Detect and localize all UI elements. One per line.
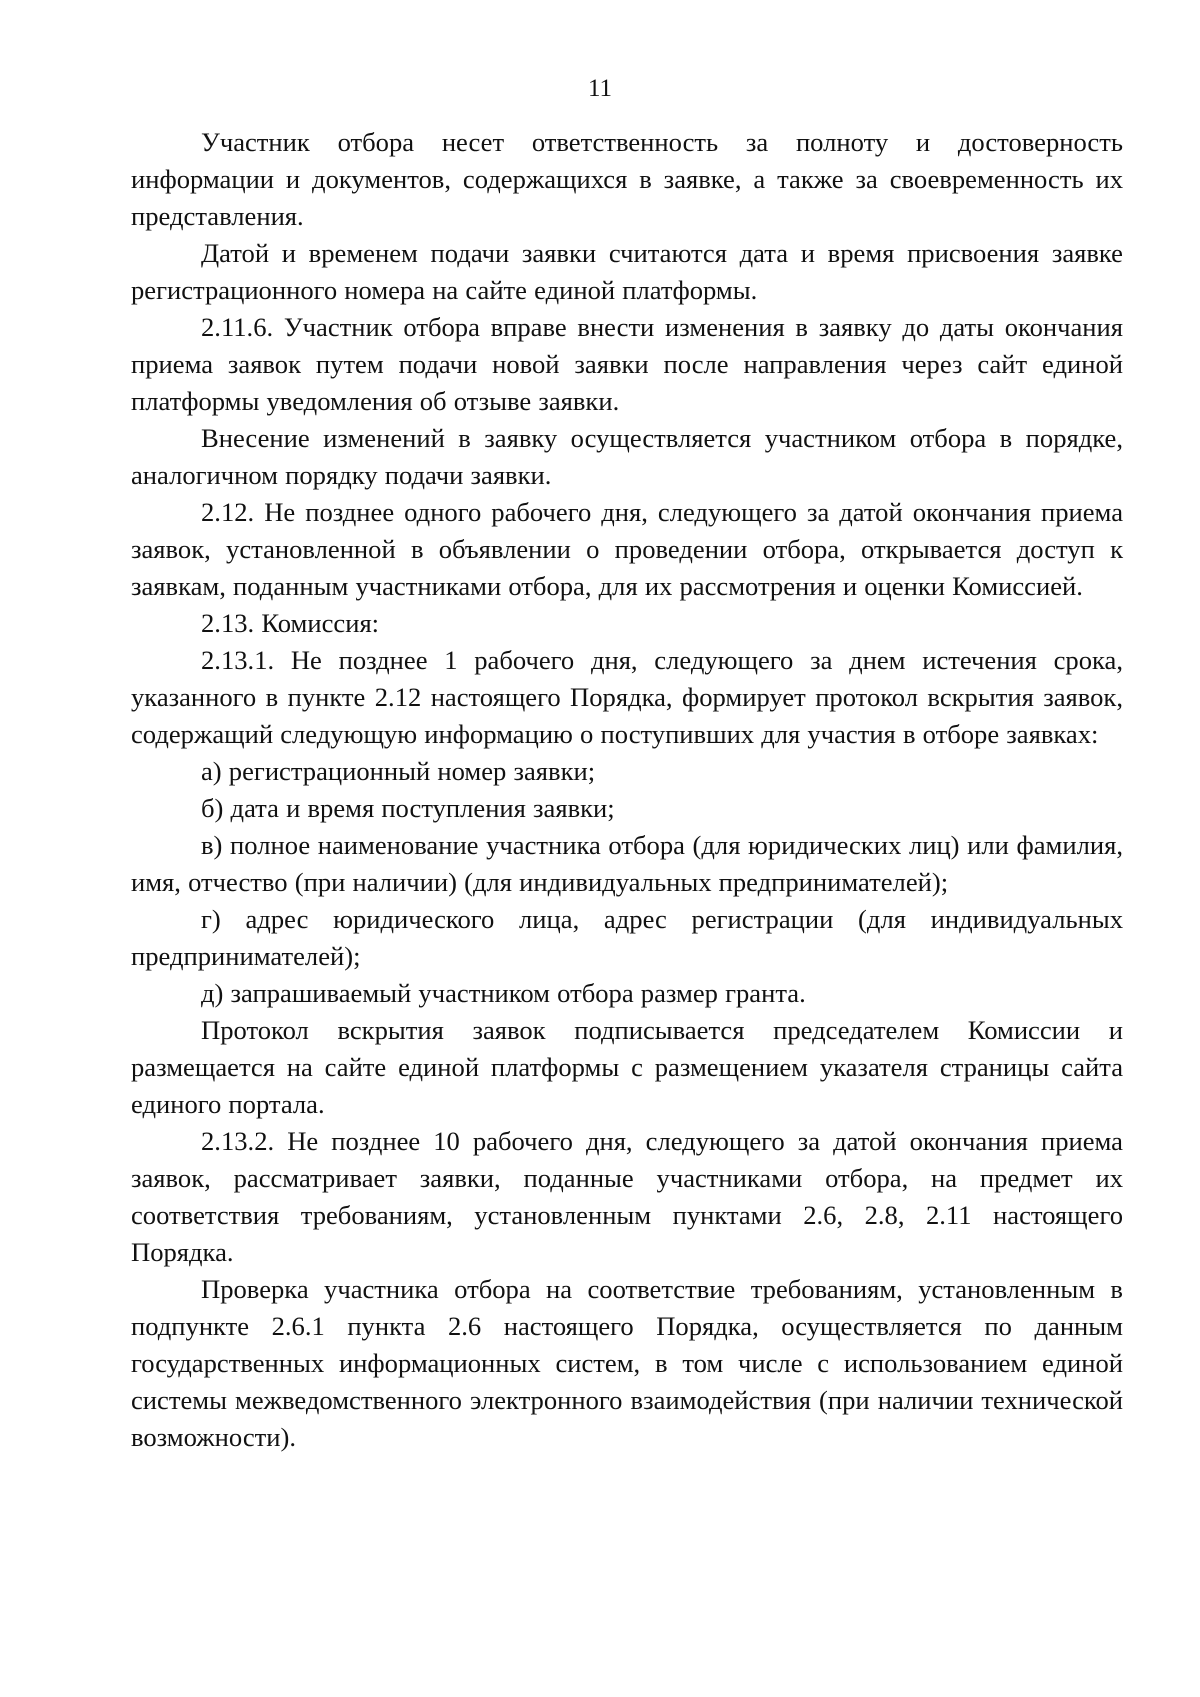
- list-item-v: в) полное наименование участника отбора (для юридических лиц) или фамилия, имя, отчество (при наличии) (для индивидуальных предпринимателей);: [131, 830, 1123, 897]
- paragraph-2-13-1: 2.13.1. Не позднее 1 рабочего дня, следующего за днем истечения срока, указанного в пункте 2.12 настоящего Порядка, формирует протокол вскрытия заявок, содержащий следующую информацию о поступивших для участия в отборе заявках:: [131, 645, 1123, 749]
- paragraph-verification: Проверка участника отбора на соответствие требованиям, установленным в подпункте 2.6.1 пункта 2.6 настоящего Порядка, осуществляется по данным государственных информационных систем, в том числе с использованием единой системы межведомственного электронного взаимодействия (при наличии технической возможности).: [131, 1274, 1123, 1452]
- list-item-d: д) запрашиваемый участником отбора размер гранта.: [201, 978, 806, 1008]
- paragraph-2-13: 2.13. Комиссия:: [201, 608, 380, 638]
- paragraph-submission-date: Датой и временем подачи заявки считаются дата и время присвоения заявке регистрационного номера на сайте единой платформы.: [131, 238, 1123, 305]
- paragraph-2-12: 2.12. Не позднее одного рабочего дня, следующего за датой окончания приема заявок, установленной в объявлении о проведении отбора, открывается доступ к заявкам, поданным участниками отбора, для их рассмотрения и оценки Комиссией.: [131, 497, 1123, 601]
- page-number: 11: [587, 75, 613, 102]
- list-item-a: а) регистрационный номер заявки;: [201, 756, 596, 786]
- paragraph-responsibility: Участник отбора несет ответственность за полноту и достоверность информации и документов, содержащихся в заявке, а также за своевременность их представления.: [131, 127, 1123, 231]
- paragraph-2-11-6: 2.11.6. Участник отбора вправе внести изменения в заявку до даты окончания приема заявок путем подачи новой заявки после направления через сайт единой платформы уведомления об отзыве заявки.: [131, 312, 1123, 416]
- list-item-b: б) дата и время поступления заявки;: [201, 793, 615, 823]
- paragraph-changes: Внесение изменений в заявку осуществляется участником отбора в порядке, аналогичном порядку подачи заявки.: [131, 423, 1123, 490]
- document-body: [131, 124, 1123, 1456]
- list-item-g: г) адрес юридического лица, адрес регистрации (для индивидуальных предпринимателей);: [131, 904, 1123, 971]
- paragraph-protocol: Протокол вскрытия заявок подписывается председателем Комиссии и размещается на сайте единой платформы с размещением указателя страницы сайта единого портала.: [131, 1015, 1123, 1119]
- paragraph-2-13-2: 2.13.2. Не позднее 10 рабочего дня, следующего за датой окончания приема заявок, рассматривает заявки, поданные участниками отбора, на предмет их соответствия требованиям, установленным пунктами 2.6, 2.8, 2.11 настоящего Порядка.: [131, 1126, 1123, 1267]
